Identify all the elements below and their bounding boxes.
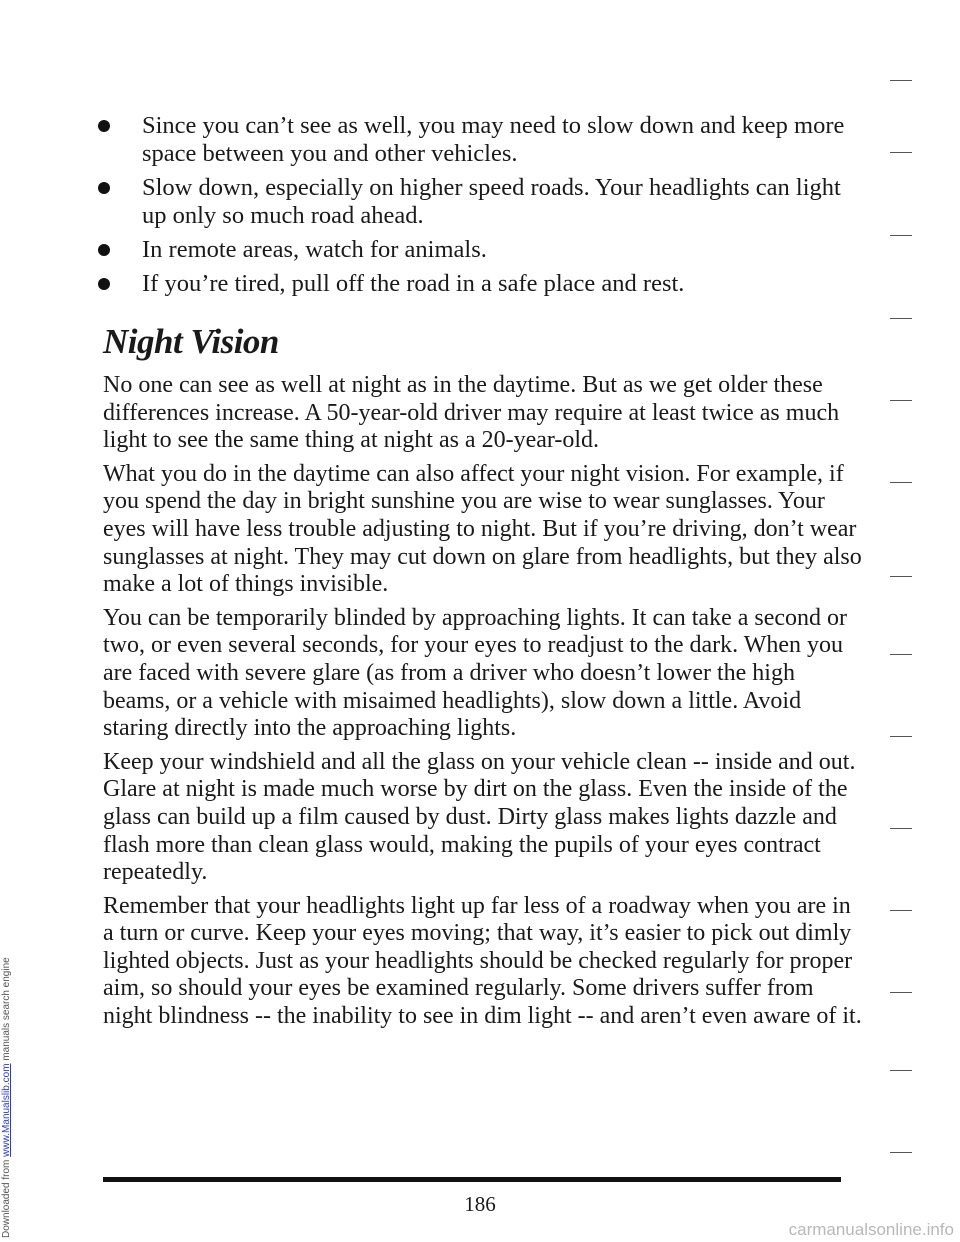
bullet-icon xyxy=(98,120,110,132)
bullet-item xyxy=(98,270,858,298)
margin-mark xyxy=(890,482,912,483)
margin-mark xyxy=(890,1152,912,1153)
bullet-text: Slow down, especially on higher speed roads. Your headlights can light up only so much road ahead. xyxy=(142,174,841,229)
body-paragraph: You can be temporarily blinded by approaching lights. It can take a second or two, or even several seconds, for your eyes to readjust to the dark. When you are faced with severe glare (as from a driver who doesn’t lower the high beams, or a vehicle with misaimed headlights), slow down a little. Avoid staring directly into the approaching lights. xyxy=(103,604,848,742)
bullet-icon xyxy=(98,278,110,290)
site-watermark: carmanualsonline.info xyxy=(788,1220,954,1239)
bullet-item xyxy=(98,236,858,264)
footer-rule xyxy=(103,1177,841,1182)
bullet-icon xyxy=(98,244,110,256)
margin-mark xyxy=(890,152,912,153)
margin-mark xyxy=(890,910,912,911)
margin-mark xyxy=(890,576,912,577)
bullet-item xyxy=(98,174,858,230)
body-paragraph: Keep your windshield and all the glass on your vehicle clean -- inside and out. Glare at night is made much worse by dirt on the glass. Even the inside of the glass can build up a film caused by dust. Dirty glass makes lights dazzle and flash more than clean glass would, making the pupils of your eyes contract repeatedly. xyxy=(103,748,856,886)
safety-bullet-list xyxy=(98,112,858,304)
margin-mark xyxy=(890,318,912,319)
section-heading: Night Vision xyxy=(103,322,279,361)
bullet-item xyxy=(98,112,858,168)
margin-scan-marks xyxy=(880,80,920,1180)
bullet-text: If you’re tired, pull off the road in a safe place and rest. xyxy=(142,270,685,297)
page-number: 186 xyxy=(464,1192,496,1216)
margin-mark xyxy=(890,235,912,236)
margin-mark xyxy=(890,1070,912,1071)
margin-mark xyxy=(890,736,912,737)
manualslib-link[interactable]: www.Manualslib.com xyxy=(1,1063,12,1157)
section-body xyxy=(103,372,863,1037)
margin-mark xyxy=(890,992,912,993)
bullet-icon xyxy=(98,182,110,194)
body-paragraph: Remember that your headlights light up far less of a roadway when you are in a turn or curve. Keep your eyes moving; that way, it’s easier to pick out dimly lighted objects. Just as your headlights should be checked regularly for proper aim, so should your eyes be examined regularly. Some drivers suffer from night blindness -- the inability to see in dim light -- and aren’t even aware of it. xyxy=(103,892,862,1030)
bullet-text: Since you can’t see as well, you may need to slow down and keep more space between you and other vehicles. xyxy=(142,112,845,167)
body-paragraph: What you do in the daytime can also affect your night vision. For example, if you spend the day in bright sunshine you are wise to wear sunglasses. Your eyes will have less trouble adjusting to night. But if you’re driving, don’t wear sunglasses at night. They may cut down on glare from headlights, but they also make a lot of things invisible. xyxy=(103,460,862,598)
watermark-suffix: manuals search engine xyxy=(1,957,12,1064)
body-paragraph: No one can see as well at night as in the daytime. But as we get older these differences increase. A 50-year-old driver may require at least twice as much light to see the same thing at night as a 20-year-old. xyxy=(103,372,840,454)
margin-mark xyxy=(890,400,912,401)
margin-mark xyxy=(890,828,912,829)
margin-mark xyxy=(890,80,912,81)
download-watermark xyxy=(2,0,13,1242)
margin-mark xyxy=(890,654,912,655)
watermark-prefix: Downloaded from xyxy=(1,1156,12,1238)
bullet-text: In remote areas, watch for animals. xyxy=(142,236,487,263)
